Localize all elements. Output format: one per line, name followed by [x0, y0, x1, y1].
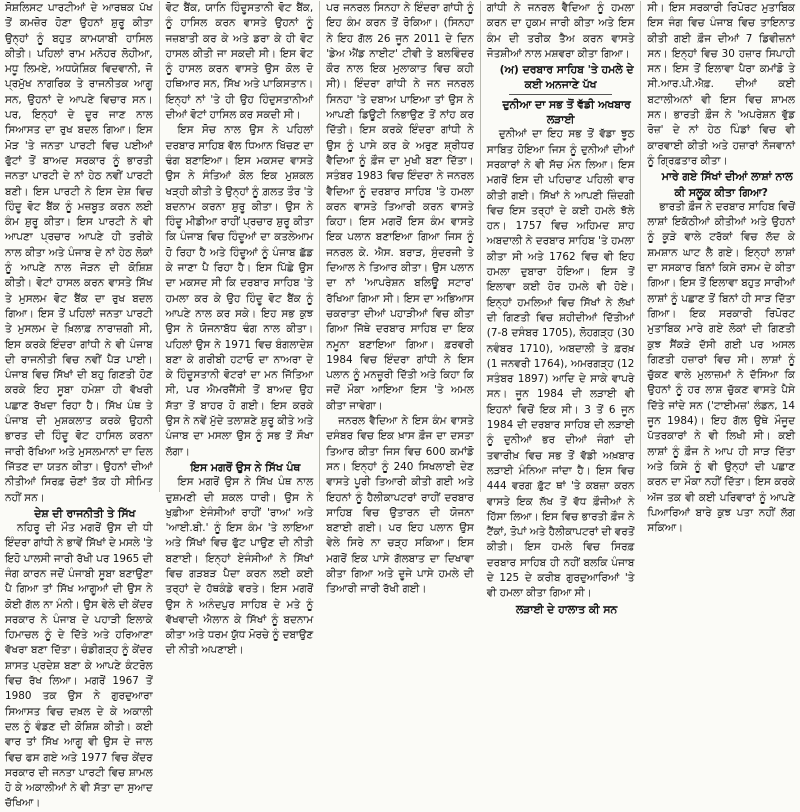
paragraph: ਵੋਟ ਬੈਂਕ, ਯਾਨਿ ਹਿੰਦੂਸਤਾਨੀ ਵੋਟ ਬੈਂਕ, ਨੂੰ ਹਾਸਿਲ ਕਰਨ ਵਾਸਤੇ ਉਹਨਾਂ ਨੂੰ ਜਜ਼ਬਾਤੀ ਕਰ ਕੇ ਅਤੇ ਡਰਾ ਕੇ ਹੀ ਵੋਟ ਹਾਸਲ ਕੀਤੀ ਜਾ ਸਕਦੀ ਸੀ। ਇਸ ਵੋਟ ਨੂੰ ਹਾਸਲ ਕਰਨ ਵਾਸਤੇ ਉਸ ਕੋਲ ਦੋ ਹਥਿਆਰ ਸਨ, ਸਿੱਖ ਅਤੇ ਪਾਕਿਸਤਾਨ। ਇਨ੍ਹਾਂ ਨਾਂ 'ਤੇ ਹੀ ਉਹ ਹਿੰਦੁਸਤਾਨੀਆਂ ਦੀਆਂ ਵੋਟਾਂ ਹਾਸਿਲ ਕਰ ਸਕਦੀ ਸੀ। — [165, 2, 314, 122]
subheading: ਇਸ ਮਗਰੋਂ ਉਸ ਨੇ ਸਿੱਖ ਪੰਥ — [190, 460, 301, 474]
text-column-2 — [159, 1, 320, 657]
paragraph: ਗਾਂਧੀ ਨੇ ਜਨਰਲ ਵੈਦਿਆ ਨੂੰ ਹਮਲਾ ਕਰਨ ਦਾ ਹੁਕਮ ਜਾਰੀ ਕੀਤਾ ਅਤੇ ਇਸ ਕੰਮ ਦੀ ਤਰੀਕ ਤੈਅ ਕਰਨ ਵਾਸਤੇ ਜੋਤਸ਼ੀਆਂ ਨਾਲ ਮਸ਼ਵਰਾ ਕੀਤਾ ਗਿਆ। — [486, 2, 635, 60]
text-column-4 — [480, 1, 641, 616]
paragraph: ਜਨਰਲ ਵੈਦਿਆ ਨੇ ਇਸ ਕੰਮ ਵਾਸਤੇ ਦਸੰਬਰ ਵਿਚ ਇਕ ਖ਼ਾਸ ਫ਼ੌਜ ਦਾ ਦਸਤਾ ਤਿਆਰ ਕੀਤਾ ਜਿਸ ਵਿਚ 600 ਕਮਾਂਡੋ ਸਨ। ਇਨ੍ਹਾਂ ਨੂੰ 240 ਸਿਖਲਾਈ ਦੇਣ ਵਾਸਤੇ ਪੂਰੀ ਤਿਆਰੀ ਕੀਤੀ ਗਈ ਅਤੇ ਇਹਨਾਂ ਨੂੰ ਹੈਲੀਕਾਪਟਰਾਂ ਰਾਹੀਂ ਦਰਬਾਰ ਸਾਹਿਬ ਵਿਚ ਉਤਾਰਨ ਦੀ ਯੋਜਨਾ ਬਣਾਈ ਗਈ। ਪਰ ਇਹ ਪਲਾਨ ਉਸ ਵੇਲੇ ਸਿਰੇ ਨਾ ਚੜ੍ਹ ਸਕਿਆ। ਇਸ ਮਗਰੋਂ ਇਕ ਪਾਸੇ ਗੱਲਬਾਤ ਦਾ ਦਿਖਾਵਾ ਕੀਤਾ ਗਿਆ ਅਤੇ ਦੂਜੇ ਪਾਸੇ ਹਮਲੇ ਦੀ ਤਿਆਰੀ ਜਾਰੀ ਰੱਖੀ ਗਈ। — [326, 415, 474, 596]
paragraph: ਇਸ ਮਗਰੋਂ ਉਸ ਨੇ ਸਿੱਖ ਪੰਥ ਨਾਲ ਦੁਸ਼ਮਣੀ ਦੀ ਸ਼ਕਲ ਧਾਰੀ। ਉਸ ਨੇ ਖੁਫ਼ੀਆ ਏਜੰਸੀਆਂ ਰਾਹੀਂ 'ਰਾਅ' ਅਤੇ 'ਆਈ.ਬੀ.' ਨੂੰ ਇਸ ਕੰਮ 'ਤੇ ਲਾਇਆ ਅਤੇ ਸਿੱਖਾਂ ਵਿਚ ਫੁੱਟ ਪਾਉਣ ਦੀ ਨੀਤੀ ਬਣਾਈ। ਇਨ੍ਹਾਂ ਏਜੰਸੀਆਂ ਨੇ ਸਿੱਖਾਂ ਵਿਚ ਗੜਬੜ ਪੈਦਾ ਕਰਨ ਲਈ ਕਈ ਤਰ੍ਹਾਂ ਦੇ ਹੱਥਕੰਡੇ ਵਰਤੇ। ਇਸ ਮਗਰੋਂ ਉਸ ਨੇ ਅਨੰਦਪੁਰ ਸਾਹਿਬ ਦੇ ਮਤੇ ਨੂੰ ਵੱਖਵਾਦੀ ਐਲਾਨ ਕੇ ਸਿੱਖਾਂ ਨੂੰ ਬਦਨਾਮ ਕੀਤਾ ਅਤੇ ਧਰਮ ਯੁੱਧ ਮੋਰਚੇ ਨੂੰ ਦਬਾਉਣ ਦੀ ਨੀਤੀ ਅਪਣਾਈ। — [165, 476, 314, 657]
paragraph: ਪਰ ਜਨਰਲ ਸਿਨਹਾ ਨੇ ਇੰਦਰਾ ਗਾਂਧੀ ਨੂੰ ਇਹ ਕੰਮ ਕਰਨ ਤੋਂ ਰੋਕਿਆ। (ਸਿਨਹਾ ਨੇ ਇਹ ਗੱਲ 26 ਜੂਨ 2011 ਦੇ ਦਿਨ 'ਡੇਅ ਐਂਡ ਨਾਈਟ' ਟੀਵੀ ਤੇ ਬਲਵਿੰਦਰ ਕੌਰ ਨਾਲ ਇਕ ਮੁਲਾਕਾਤ ਵਿਚ ਕਹੀ ਸੀ)। ਇੰਦਰਾ ਗਾਂਧੀ ਨੇ ਜਨ ਜਨਰਲ ਸਿਨਹਾ 'ਤੇ ਦਬਾਅ ਪਾਇਆ ਤਾਂ ਉਸ ਨੇ ਆਪਣੀ ਡਿਊਟੀ ਨਿਭਾਉਣ ਤੋਂ ਨਾਂਹ ਕਰ ਦਿੱਤੀ। ਇਸ ਕਰਕੇ ਇੰਦਰਾ ਗਾਂਧੀ ਨੇ ਉਸ ਨੂੰ ਪਾਸੇ ਕਰ ਕੇ ਅਰੁਣ ਸ਼੍ਰੀਧਰ ਵੈਦਿਆ ਨੂੰ ਫ਼ੌਜ ਦਾ ਮੁਖੀ ਬਣਾ ਦਿੱਤਾ। ਸਤੰਬਰ 1983 ਵਿਚ ਇੰਦਰਾ ਨੇ ਜਨਰਲ ਵੈਦਿਆ ਨੂੰ ਦਰਬਾਰ ਸਾਹਿਬ 'ਤੇ ਹਮਲਾ ਕਰਨ ਵਾਸਤੇ ਤਿਆਰੀ ਕਰਨ ਵਾਸਤੇ ਕਿਹਾ। ਇਸ ਮਗਰੋਂ ਇਸ ਕੰਮ ਵਾਸਤੇ ਇਕ ਪਲਾਨ ਬਣਾਇਆ ਗਿਆ ਜਿਸ ਨੂੰ ਜਨਰਲ ਕੇ. ਐਸ. ਬਰਾੜ, ਸੁੰਦਰਜੀ ਤੇ ਦਿਆਲ ਨੇ ਤਿਆਰ ਕੀਤਾ। ਉਸ ਪਲਾਨ ਦਾ ਨਾਂ 'ਆਪਰੇਸ਼ਨ ਬਲਿਊ ਸਟਾਰ' ਰੱਖਿਆ ਗਿਆ ਸੀ। ਇਸ ਦਾ ਅਭਿਆਸ ਚਕਰਾਤਾ ਦੀਆਂ ਪਹਾੜੀਆਂ ਵਿਚ ਕੀਤਾ ਗਿਆ ਜਿੱਥੇ ਦਰਬਾਰ ਸਾਹਿਬ ਦਾ ਇਕ ਨਮੂਨਾ ਬਣਾਇਆ ਗਿਆ। ਫ਼ਰਵਰੀ 1984 ਵਿਚ ਇੰਦਰਾ ਗਾਂਧੀ ਨੇ ਇਸ ਪਲਾਨ ਨੂੰ ਮਨਜ਼ੂਰੀ ਦਿੱਤੀ ਅਤੇ ਕਿਹਾ ਕਿ ਜਦੋਂ ਮੌਕਾ ਆਇਆ ਇਸ 'ਤੇ ਅਮਲ ਕੀਤਾ ਜਾਵੇਗਾ। — [326, 2, 474, 412]
paragraph: ਭਾਰਤੀ ਫ਼ੌਜ ਨੇ ਦਰਬਾਰ ਸਾਹਿਬ ਵਿਚੋਂ ਲਾਸ਼ਾਂ ਇਕੱਠੀਆਂ ਕੀਤੀਆਂ ਅਤੇ ਉਹਨਾਂ ਨੂੰ ਕੂੜੇ ਵਾਲੇ ਟਰੱਕਾਂ ਵਿਚ ਲੱਦ ਕੇ ਸ਼ਮਸ਼ਾਨ ਘਾਟ ਲੈ ਗਏ। ਇਨ੍ਹਾਂ ਲਾਸ਼ਾਂ ਦਾ ਸਸਕਾਰ ਬਿਨਾਂ ਕਿਸੇ ਰਸਮ ਦੇ ਕੀਤਾ ਗਿਆ। ਇਸ ਤੋਂ ਇਲਾਵਾ ਬਹੁਤ ਸਾਰੀਆਂ ਲਾਸ਼ਾਂ ਨੂੰ ਪਛਾਣ ਤੋਂ ਬਿਨਾਂ ਹੀ ਸਾੜ ਦਿੱਤਾ ਗਿਆ। ਇਕ ਸਰਕਾਰੀ ਰਿਪੋਰਟ ਮੁਤਾਬਿਕ ਮਾਰੇ ਗਏ ਲੋਕਾਂ ਦੀ ਗਿਣਤੀ ਕੁਝ ਸੈਂਕੜੇ ਦੱਸੀ ਗਈ ਪਰ ਅਸਲ ਗਿਣਤੀ ਹਜ਼ਾਰਾਂ ਵਿਚ ਸੀ। ਲਾਸ਼ਾਂ ਨੂੰ ਚੁੱਕਣ ਵਾਲੇ ਮੁਲਾਜ਼ਮਾਂ ਨੇ ਦੱਸਿਆ ਕਿ ਉਹਨਾਂ ਨੂੰ ਹਰ ਲਾਸ਼ ਚੁੱਕਣ ਵਾਸਤੇ ਪੈਸੇ ਦਿੱਤੇ ਜਾਂਦੇ ਸਨ ('ਟਾਈਮਜ਼' ਲੰਡਨ, 14 ਜੂਨ 1984)। ਇਹ ਗੱਲ ਉਥੇ ਮੌਜੂਦ ਪੱਤਰਕਾਰਾਂ ਨੇ ਵੀ ਲਿਖੀ ਸੀ। ਕਈ ਲਾਸ਼ਾਂ ਨੂੰ ਫ਼ੌਜ ਨੇ ਆਪ ਹੀ ਸਾੜ ਦਿੱਤਾ ਅਤੇ ਕਿਸੇ ਨੂੰ ਵੀ ਉਨ੍ਹਾਂ ਦੀ ਪਛਾਣ ਕਰਨ ਦਾ ਮੌਕਾ ਨਹੀਂ ਦਿੱਤਾ। ਇਸ ਕਰਕੇ ਅੱਜ ਤਕ ਵੀ ਕਈ ਪਰਿਵਾਰਾਂ ਨੂੰ ਆਪਣੇ ਪਿਆਰਿਆਂ ਬਾਰੇ ਕੁਝ ਪਤਾ ਨਹੀਂ ਲੱਗ ਸਕਿਆ। — [647, 200, 795, 535]
paragraph: ਨਹਿਰੂ ਦੀ ਮੌਤ ਮਗਰੋਂ ਉਸ ਦੀ ਧੀ ਇੰਦਰਾ ਗਾਂਧੀ ਨੇ ਭਾਵੇਂ ਸਿੱਖਾਂ ਦੇ ਮਸਲੇ 'ਤੇ ਇਹੋ ਪਾਲਸੀ ਜਾਰੀ ਰੱਖੀ ਪਰ 1965 ਦੀ ਜੰਗ ਕਾਰਨ ਜਦੋਂ ਪੰਜਾਬੀ ਸੂਬਾ ਬਣਾਉਣਾ ਪੈ ਗਿਆ ਤਾਂ ਸਿੱਖ ਆਗੂਆਂ ਦੀ ਉਸ ਨੇ ਕੋਈ ਗੱਲ ਨਾ ਮੰਨੀ। ਉਸ ਵੇਲੇ ਦੀ ਕੇਂਦਰ ਸਰਕਾਰ ਨੇ ਪੰਜਾਬ ਦੇ ਪਹਾੜੀ ਇਲਾਕੇ ਹਿਮਾਚਲ ਨੂੰ ਦੇ ਦਿੱਤੇ ਅਤੇ ਹਰਿਆਣਾ ਵੱਖਰਾ ਬਣਾ ਦਿੱਤਾ। ਚੰਡੀਗੜ੍ਹ ਨੂੰ ਕੇਂਦਰ ਸ਼ਾਸਤ ਪ੍ਰਦੇਸ਼ ਬਣਾ ਕੇ ਆਪਣੇ ਕੰਟਰੋਲ ਵਿਚ ਰੱਖ ਲਿਆ। ਮਗਰੋਂ 1967 ਤੋਂ 1980 ਤਕ ਉਸ ਨੇ ਗੁਰਦੁਆਰਾ ਸਿਆਸਤ ਵਿਚ ਦਖ਼ਲ ਦੇ ਕੇ ਅਕਾਲੀ ਦਲ ਨੂੰ ਵੰਡਣ ਦੀ ਕੋਸ਼ਿਸ਼ ਕੀਤੀ। ਕਈ ਵਾਰ ਤਾਂ ਸਿੱਖ ਆਗੂ ਵੀ ਉਸ ਦੇ ਜਾਲ ਵਿਚ ਫਸ ਗਏ ਅਤੇ 1977 ਵਿਚ ਕੇਂਦਰ ਸਰਕਾਰ ਦੀ ਜਨਤਾ ਪਾਰਟੀ ਵਿਚ ਸ਼ਾਮਲ ਹੋ ਕੇ ਅਕਾਲੀਆਂ ਨੇ ਵੀ ਸੱਤਾ ਦਾ ਸੁਆਦ ਚੱਖਿਆ। — [5, 522, 153, 810]
subheading: ਲੜਾਈ ਦੇ ਹਾਲਾਤ ਕੀ ਸਨ — [515, 602, 618, 616]
paragraph: ਸੀ। ਇਸ ਸਰਕਾਰੀ ਰਿਪੋਰਟ ਮੁਤਾਬਿਕ ਇਸ ਜੰਗ ਵਿਚ ਪੰਜਾਬ ਵਿਚ ਤਾਇਨਾਤ ਕੀਤੀ ਗਈ ਫ਼ੌਜ ਦੀਆਂ 7 ਡਿਵੀਜ਼ਨਾਂ ਸਨ। ਇਨ੍ਹਾਂ ਵਿਚ 30 ਹਜ਼ਾਰ ਸਿਪਾਹੀ ਸਨ। ਇਸ ਤੋਂ ਇਲਾਵਾ ਪੈਰਾ ਕਮਾਂਡੋ ਤੇ ਸੀ.ਆਰ.ਪੀ.ਐਫ਼. ਦੀਆਂ ਕਈ ਬਟਾਲੀਅਨਾਂ ਵੀ ਇਸ ਵਿਚ ਸ਼ਾਮਲ ਸਨ। ਭਾਰਤੀ ਫ਼ੌਜ ਨੇ 'ਅਪਰੇਸ਼ਨ ਵੁੱਡ ਰੋਜ਼' ਦੇ ਨਾਂ ਹੇਠ ਪਿੰਡਾਂ ਵਿਚ ਵੀ ਕਾਰਵਾਈ ਕੀਤੀ ਅਤੇ ਹਜ਼ਾਰਾਂ ਨੌਜਵਾਨਾਂ ਨੂੰ ਗ੍ਰਿਫ਼ਤਾਰ ਕੀਤਾ। — [647, 2, 795, 167]
paragraph: ਇਸ ਸੋਚ ਨਾਲ ਉਸ ਨੇ ਪਹਿਲਾਂ ਦਰਬਾਰ ਸਾਹਿਬ ਵੱਲ ਧਿਆਨ ਖਿੱਚਣ ਦਾ ਢੰਗ ਬਣਾਇਆ। ਇਸ ਮਕਸਦ ਵਾਸਤੇ ਉਸ ਨੇ ਸੰਤਿਆਂ ਕੋਲ ਇਕ ਮੁਸ਼ਕਲ ਖੜ੍ਹੀ ਕੀਤੀ ਤੇ ਉਨ੍ਹਾਂ ਨੂੰ ਗ਼ਲਤ ਤੌਰ 'ਤੇ ਬਦਨਾਮ ਕਰਨਾ ਸ਼ੁਰੂ ਕੀਤਾ। ਉਸ ਨੇ ਹਿੰਦੂ ਮੀਡੀਆ ਰਾਹੀਂ ਪ੍ਰਚਾਰ ਸ਼ੁਰੂ ਕੀਤਾ ਕਿ ਪੰਜਾਬ ਵਿਚ ਹਿੰਦੂਆਂ ਦਾ ਕਤਲੇਆਮ ਹੋ ਰਿਹਾ ਹੈ ਅਤੇ ਹਿੰਦੂਆਂ ਨੂੰ ਪੰਜਾਬ ਛੱਡ ਕੇ ਜਾਣਾ ਪੈ ਰਿਹਾ ਹੈ। ਇਸ ਪਿੱਛੇ ਉਸ ਦਾ ਮਕਸਦ ਸੀ ਕਿ ਦਰਬਾਰ ਸਾਹਿਬ 'ਤੇ ਹਮਲਾ ਕਰ ਕੇ ਉਹ ਹਿੰਦੂ ਵੋਟ ਬੈਂਕ ਨੂੰ ਆਪਣੇ ਨਾਲ ਕਰ ਸਕੇ। ਇਹ ਸਭ ਕੁਝ ਉਸ ਨੇ ਯੋਜਨਾਬੱਧ ਢੰਗ ਨਾਲ ਕੀਤਾ। ਪਹਿਲਾਂ ਉਸ ਨੇ 1971 ਵਿਚ ਬੰਗਲਾਦੇਸ਼ ਬਣਾ ਕੇ ਗਰੀਬੀ ਹਟਾਓ ਦਾ ਨਾਅਰਾ ਦੇ ਕੇ ਹਿੰਦੂਸਤਾਨੀ ਵੋਟਰਾਂ ਦਾ ਮਨ ਜਿੱਤਿਆ ਸੀ, ਪਰ ਐਮਰਜੈਂਸੀ ਤੋਂ ਬਾਅਦ ਉਹ ਸੱਤਾ ਤੋਂ ਬਾਹਰ ਹੋ ਗਈ। ਇਸ ਕਰਕੇ ਉਸ ਨੇ ਨਵੇਂ ਮੁੱਦੇ ਤਲਾਸ਼ਣੇ ਸ਼ੁਰੂ ਕੀਤੇ ਅਤੇ ਪੰਜਾਬ ਦਾ ਮਸਲਾ ਉਸ ਨੂੰ ਸਭ ਤੋਂ ਸੌਖਾ ਲੱਗਾ। — [165, 124, 314, 458]
text-column-5 — [640, 1, 797, 535]
paragraph: ਦੁਨੀਆਂ ਦਾ ਇਹ ਸਭ ਤੋਂ ਵੱਡਾ ਝੂਠ ਸਾਬਿਤ ਹੋਇਆ ਜਿਸ ਨੂੰ ਦੁਨੀਆਂ ਦੀਆਂ ਸਰਕਾਰਾਂ ਨੇ ਵੀ ਸੱਚ ਮੰਨ ਲਿਆ। ਇਸ ਮਗਰੋਂ ਇਸ ਦੀ ਪਹਿਚਾਣ ਪਹਿਲੀ ਵਾਰ ਕੀਤੀ ਗਈ। ਸਿੱਖਾਂ ਨੇ ਆਪਣੀ ਜ਼ਿੰਦਗੀ ਵਿਚ ਇਸ ਤਰ੍ਹਾਂ ਦੇ ਕਈ ਹਮਲੇ ਝੱਲੇ ਹਨ। 1757 ਵਿਚ ਅਹਿਮਦ ਸ਼ਾਹ ਅਬਦਾਲੀ ਨੇ ਦਰਬਾਰ ਸਾਹਿਬ 'ਤੇ ਹਮਲਾ ਕੀਤਾ ਸੀ ਅਤੇ 1762 ਵਿਚ ਵੀ ਇਹ ਹਮਲਾ ਦੁਬਾਰਾ ਹੋਇਆ। ਇਸ ਤੋਂ ਇਲਾਵਾ ਕਈ ਹੋਰ ਹਮਲੇ ਵੀ ਹੋਏ। ਇਨ੍ਹਾਂ ਹਮਲਿਆਂ ਵਿਚ ਸਿੱਖਾਂ ਨੇ ਲੱਖਾਂ ਦੀ ਗਿਣਤੀ ਵਿਚ ਸ਼ਹੀਦੀਆਂ ਦਿੱਤੀਆਂ (7-8 ਦਸੰਬਰ 1705), ਲੋਹਗੜ੍ਹ (30 ਨਵੰਬਰ 1710), ਅਬਦਾਲੀ ਤੇ ਫ਼ਰਖ਼ (1 ਜਨਵਰੀ 1764), ਅਮਰਗੜ੍ਹ (12 ਸਤੰਬਰ 1897) ਆਦਿ ਦੇ ਸਾਕੇ ਵਾਪਰੇ ਸਨ। ਜੂਨ 1984 ਦੀ ਲੜਾਈ ਵੀ ਇਹਨਾਂ ਵਿਚੋਂ ਇਕ ਸੀ। 3 ਤੋਂ 6 ਜੂਨ 1984 ਦੀ ਦਰਬਾਰ ਸਾਹਿਬ ਦੀ ਲੜਾਈ ਨੂੰ ਦੁਨੀਆਂ ਭਰ ਦੀਆਂ ਜੰਗਾਂ ਦੀ ਤਵਾਰੀਖ਼ ਵਿਚ ਸਭ ਤੋਂ ਵੱਡੀ ਅਖ਼ਬਾਰ ਲੜਾਈ ਮੰਨਿਆ ਜਾਂਦਾ ਹੈ। ਇਸ ਵਿਚ 444 ਵਰਗ ਫ਼ੁੱਟ ਥਾਂ 'ਤੇ ਕਬਜ਼ਾ ਕਰਨ ਵਾਸਤੇ ਇਕ ਲੱਖ ਤੋਂ ਵੱਧ ਫ਼ੌਜੀਆਂ ਨੇ ਹਿੱਸਾ ਲਿਆ। ਇਸ ਵਿਚ ਭਾਰਤੀ ਫ਼ੌਜ ਨੇ ਟੈਂਕਾਂ, ਤੋਪਾਂ ਅਤੇ ਹੈਲੀਕਾਪਟਰਾਂ ਦੀ ਵਰਤੋਂ ਕੀਤੀ। ਇਸ ਹਮਲੇ ਵਿਚ ਸਿਰਫ਼ ਦਰਬਾਰ ਸਾਹਿਬ ਹੀ ਨਹੀਂ ਬਲਕਿ ਪੰਜਾਬ ਦੇ 125 ਦੇ ਕਰੀਬ ਗੁਰਦੁਆਰਿਆਂ 'ਤੇ ਵੀ ਹਮਲਾ ਕੀਤਾ ਗਿਆ ਸੀ। — [486, 128, 635, 600]
text-column-3 — [319, 1, 480, 596]
subheading: (ਅ) ਦਰਬਾਰ ਸਾਹਿਬ 'ਤੇ ਹਮਲੇ ਦੇ ਕਈ ਅਨਜਾਣੇ ਪੱਖ — [499, 63, 634, 92]
divider-rule — [509, 94, 612, 95]
subheading: ਦੁਨੀਆ ਦਾ ਸਭ ਤੋਂ ਵੱਡੀ ਅਖਬਾਰ ਲੜਾਈ — [502, 97, 631, 127]
subheading: ਮਾਰੇ ਗਏ ਸਿੱਖਾਂ ਦੀਆਂ ਲਾਸ਼ਾਂ ਨਾਲ ਕੀ ਸਲੂਕ ਕੀਤਾ ਗਿਆ? — [661, 170, 793, 199]
subheading: ਦੇਸ਼ ਦੀ ਰਾਜਨੀਤੀ ਤੇ ਸਿੱਖ — [34, 506, 136, 520]
paragraph: ਸੋਸ਼ਲਿਸਟ ਪਾਰਟੀਆਂ ਦੇ ਆਰਥਕ ਪੱਖ ਤੋਂ ਕਮਜ਼ੋਰ ਹੋਣਾ ਉਹਨਾਂ ਸ਼ੁਰੂ ਕੀਤਾ ਉਨ੍ਹਾਂ ਨੂੰ ਬਹੁਤ ਕਾਮਯਾਬੀ ਹਾਸਿਲ ਕੀਤੀ। ਪਹਿਲਾਂ ਰਾਮ ਮਨੋਹਰ ਲੋਹੀਆ, ਮਧੂ ਲਿਮਏ, ਅਧਯੇਸ਼ਿਕ ਵਿਦਵਾਨੀ, ਜੋ ਪ੍ਰਮੁੱਖ ਨਾਗਰਿਕ ਤੇ ਰਾਜਨੀਤਕ ਆਗੂ ਸਨ, ਉਹਨਾਂ ਦੇ ਆਪਣੇ ਵਿਚਾਰ ਸਨ। ਪਰ, ਇਨ੍ਹਾਂ ਦੇ ਦੂਰ ਜਾਣ ਨਾਲ ਸਿਆਸਤ ਦਾ ਰੁਖ ਬਦਲ ਗਿਆ। ਇਸ ਮੋੜ 'ਤੇ ਜਨਤਾ ਪਾਰਟੀ ਵਿਚ ਪਈਆਂ ਫੁੱਟਾਂ ਤੋਂ ਬਾਅਦ ਸਰਕਾਰ ਨੂੰ ਭਾਰਤੀ ਜਨਤਾ ਪਾਰਟੀ ਦੇ ਨਾਂ ਹੇਠ ਨਵੀਂ ਪਾਰਟੀ ਬਣੀ। ਇਸ ਪਾਰਟੀ ਨੇ ਇਸ ਦੇਸ਼ ਵਿਚ ਹਿੰਦੂ ਵੋਟ ਬੈਂਕ ਨੂੰ ਮਜ਼ਬੂਤ ਕਰਨ ਲਈ ਕੰਮ ਸ਼ੁਰੂ ਕੀਤਾ। ਇਸ ਪਾਰਟੀ ਨੇ ਵੀ ਆਪਣਾ ਪ੍ਰਚਾਰ ਆਪਣੇ ਹੀ ਤਰੀਕੇ ਨਾਲ ਕੀਤਾ ਅਤੇ ਪੰਜਾਬ ਦੇ ਨਾਂ ਹੇਠ ਲੋਕਾਂ ਨੂੰ ਆਪਣੇ ਨਾਲ ਜੋੜਨ ਦੀ ਕੋਸ਼ਿਸ਼ ਕੀਤੀ। ਵੋਟਾਂ ਹਾਸਲ ਕਰਨ ਵਾਸਤੇ ਸਿੱਖ ਤੇ ਮੁਸਲਮ ਵੋਟ ਬੈਂਕ ਦਾ ਰੁਖ ਬਦਲ ਗਿਆ। ਇਸ ਤੋਂ ਪਹਿਲਾਂ ਜਨਤਾ ਪਾਰਟੀ ਤੇ ਮੁਸਲਮ ਦੇ ਖ਼ਿਲਾਫ਼ ਨਾਰਾਜ਼ਗੀ ਸੀ, ਇਸ ਕਰਕੇ ਇੰਦਰਾ ਗਾਂਧੀ ਨੇ ਵੀ ਪੰਜਾਬ ਦੀ ਰਾਜਨੀਤੀ ਵਿਚ ਨਵੀਂ ਪੈੜ ਪਾਈ। ਪੰਜਾਬ ਵਿਚ ਸਿੱਖਾਂ ਦੀ ਬਹੁ ਗਿਣਤੀ ਹੋਣ ਕਰਕੇ ਇਹ ਸੂਬਾ ਹਮੇਸ਼ਾ ਹੀ ਵੱਖਰੀ ਪਛਾਣ ਰੱਖਦਾ ਰਿਹਾ ਹੈ। ਸਿੱਖ ਪੰਥ ਤੇ ਪੰਜਾਬ ਦੀ ਮੁਸ਼ਕਲਾਤ ਕਰਕੇ ਉਹਨੀ ਭਾਰਤ ਦੀ ਹਿੰਦੂ ਵੋਟ ਹਾਸਿਲ ਕਰਨਾ ਜਾਰੀ ਰੱਖਿਆ ਅਤੇ ਮੁਸਲਮਾਨਾਂ ਦਾ ਦਿਲ ਜਿੱਤਣ ਦਾ ਯਤਨ ਕੀਤਾ। ਉਹਨਾਂ ਦੀਆਂ ਨੀਤੀਆਂ ਸਿਰਫ਼ ਚੋਣਾਂ ਤੱਕ ਹੀ ਸੀਮਿਤ ਨਹੀਂ ਸਨ। — [5, 2, 153, 504]
text-column-1 — [3, 1, 159, 810]
